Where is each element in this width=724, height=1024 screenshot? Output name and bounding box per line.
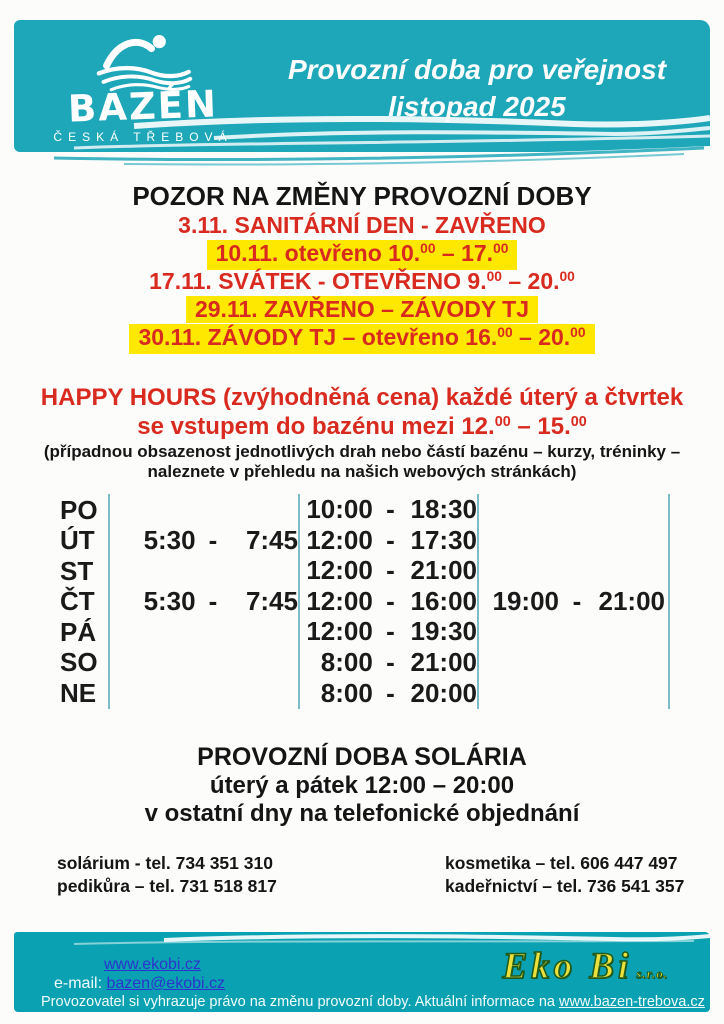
solarium-block	[0, 742, 724, 828]
email-row	[54, 975, 225, 993]
evening-hours	[477, 616, 670, 647]
day-label: PO	[60, 494, 98, 525]
day-label: ÚT	[60, 525, 95, 556]
evening-hours	[477, 494, 670, 525]
notice-line: 3.11. SANITÁRNÍ DEN - ZAVŘENO	[178, 212, 546, 238]
evening-hours: 19:00 - 21:00	[477, 586, 670, 617]
schedule-row	[60, 616, 670, 647]
morning-hours	[108, 555, 298, 586]
happy-hours-block	[0, 383, 724, 445]
day-label: ČT	[60, 586, 95, 617]
solarium-note: v ostatní dny na telefonické objednání	[144, 800, 580, 827]
happy-hours-note-line1: (případnou obsazenost jednotlivých drah nebo částí bazénu – kurzy, tréninky –	[43, 442, 681, 461]
evening-hours	[477, 647, 670, 678]
main-hours: 8:00 - 21:00	[298, 647, 477, 678]
poster-title	[252, 52, 702, 126]
happy-hours-line1: HAPPY HOURS (zvýhodněná cena) každé úterý a čtvrtek	[40, 384, 684, 411]
logo-subtitle: ČESKÁ TŘEBOVÁ	[53, 130, 233, 144]
ekobi-logo-name: Eko Bi	[502, 946, 633, 987]
morning-hours	[108, 494, 298, 525]
morning-hours	[108, 616, 298, 647]
solarium-hours: úterý a pátek 12:00 – 20:00	[209, 772, 515, 799]
happy-hours-note	[0, 442, 724, 482]
schedule-row	[60, 586, 670, 617]
contact-hairdresser-phone: kadeřnictví – tel. 736 541 357	[445, 876, 685, 896]
main-hours: 12:00 - 21:00	[298, 555, 477, 586]
day-label: SO	[60, 647, 98, 678]
happy-hours-line2: se vstupem do bazénu mezi 12.00 – 15.00	[137, 413, 587, 440]
footer-banner	[14, 932, 710, 1012]
notice-list	[0, 211, 724, 351]
main-hours: 8:00 - 20:00	[298, 678, 477, 709]
morning-hours	[108, 678, 298, 709]
footer-note-text: Provozovatel si vyhrazuje právo na změnu provozní doby. Aktuální informace na	[41, 994, 559, 1010]
schedule-row	[60, 525, 670, 556]
contact-solarium-phone: solárium - tel. 734 351 310	[57, 853, 273, 873]
day-label: PÁ	[60, 616, 97, 647]
ekobi-logo	[502, 948, 668, 985]
contacts-left	[57, 852, 277, 898]
main-hours: 12:00 - 19:30	[298, 616, 477, 647]
poster-title-line1: Provozní doba pro veřejnost	[287, 54, 667, 85]
morning-hours	[108, 647, 298, 678]
notice-line: 17.11. SVÁTEK - OTEVŘENO 9.00 – 20.00	[149, 268, 575, 294]
notice-line: 10.11. otevřeno 10.00 – 17.00	[0, 239, 724, 267]
poster-title-line2: listopad 2025	[388, 90, 566, 122]
footer-note-link[interactable]: www.bazen-trebova.cz	[558, 994, 705, 1010]
email-link[interactable]: bazen@ekobi.cz	[106, 975, 225, 992]
logo-name: BAZÉN	[67, 82, 219, 131]
main-hours: 12:00 - 17:30	[298, 525, 477, 556]
day-label: ST	[60, 555, 94, 586]
contact-cosmetics-phone: kosmetika – tel. 606 447 497	[445, 853, 678, 873]
notice-line: 29.11. ZAVŘENO – ZÁVODY TJ	[0, 295, 724, 323]
notice-line: 30.11. ZÁVODY TJ – otevřeno 16.00 – 20.00	[0, 323, 724, 351]
main-hours: 10:00 - 18:30	[298, 494, 477, 525]
evening-hours	[477, 555, 670, 586]
header-banner	[14, 20, 710, 152]
contacts-right	[445, 852, 684, 898]
ekobi-logo-suffix: s.r.o.	[636, 966, 668, 981]
schedule-row	[60, 678, 670, 709]
schedule-row	[60, 494, 670, 525]
footer-note	[41, 994, 705, 1010]
morning-hours: 5:30 - 7:45	[108, 586, 298, 617]
happy-hours-note-line2: naleznete v přehledu na našich webových stránkách)	[147, 462, 577, 481]
pool-logo	[48, 30, 238, 144]
day-label: NE	[60, 678, 97, 709]
opening-hours-table	[60, 494, 670, 708]
evening-hours	[477, 678, 670, 709]
contact-pedicure-phone: pedikůra – tel. 731 518 817	[57, 876, 277, 896]
evening-hours	[477, 525, 670, 556]
schedule-row	[60, 555, 670, 586]
email-label: e-mail:	[54, 975, 103, 992]
website-link[interactable]: www.ekobi.cz	[104, 956, 201, 973]
main-hours: 12:00 - 16:00	[298, 586, 477, 617]
solarium-heading: PROVOZNÍ DOBA SOLÁRIA	[197, 743, 527, 771]
morning-hours: 5:30 - 7:45	[108, 525, 298, 556]
schedule-row	[60, 647, 670, 678]
attention-heading: POZOR NA ZMĚNY PROVOZNÍ DOBY	[132, 181, 592, 211]
